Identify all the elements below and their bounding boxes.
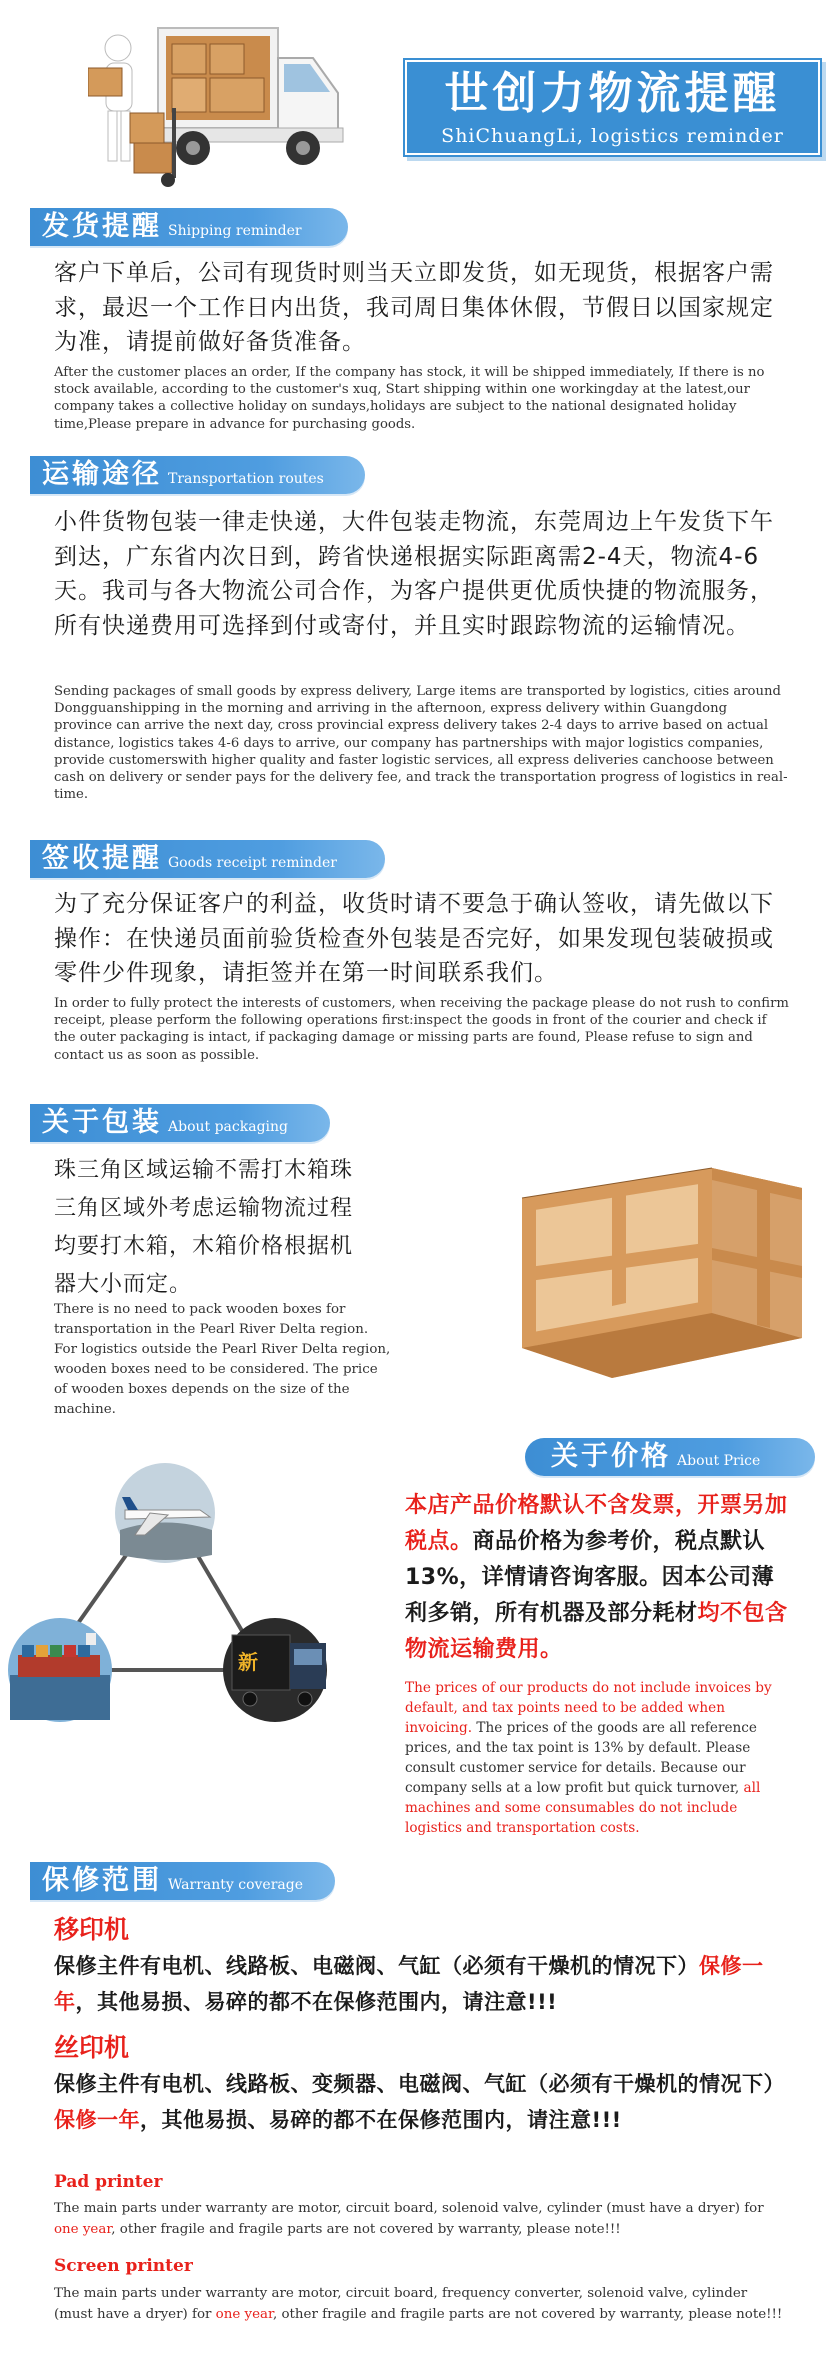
price-body-cn xyxy=(405,1488,790,1668)
pad-en-part-a: The main parts under warranty are motor, circuit board, solenoid valve, cylinder (must have a dryer) for xyxy=(54,2201,764,2216)
screen-cn-highlight: 保修一年 xyxy=(54,2108,140,2132)
receipt-body-en: In order to fully protect the interests of customers, when receiving the package please do not rush to confirm receipt, please perform the following operations first:inspect the goods in front of the courier and check if the outer packaging is intact, if packaging damage or missing parts are found, Please refuse to sign and contact us as soon as possible. xyxy=(54,996,789,1063)
section-title-cn: 签收提醒 xyxy=(42,843,162,874)
airplane-photo xyxy=(115,1463,215,1563)
price-en-red-1: The prices of our products do not include invoices by default, and tax points need to be added when invoicing. xyxy=(405,1680,772,1736)
price-en-red-2: all machines and some consumables do not include logistics and transportation costs. xyxy=(405,1780,761,1836)
packaging-body-cn: 珠三角区域运输不需打木箱珠三角区域外考虑运输物流过程均要打木箱，木箱价格根据机器大小而定。 xyxy=(54,1158,354,1297)
price-cn-black: 商品价格为参考价，税点默认13%，详情请咨询客服。因本公司薄利多销，所有机器及部分耗材 xyxy=(405,1529,775,1626)
hero-banner xyxy=(0,0,838,190)
section-title-cn: 保修范围 xyxy=(42,1865,162,1896)
screen-en-highlight: one year xyxy=(215,2307,273,2322)
screen-printer-title-cn: 丝印机 xyxy=(54,2033,130,2062)
pad-en-highlight: one year xyxy=(54,2222,112,2237)
truck-photo xyxy=(223,1618,327,1722)
wooden-crate-image xyxy=(512,1138,812,1388)
price-en-black: The prices of the goods are all reference prices, and the tax point is 13% by default. Please consult customer service for details. Because our company sells at a low profit but quick turnover, xyxy=(405,1720,757,1796)
receipt-body-cn: 为了充分保证客户的利益，收货时请不要急于确认签收，请先做以下操作：在快递员面前验货检查外包装是否完好，如果发现包装破损或零件少件现象，请拒签并在第一时间联系我们。 xyxy=(54,891,774,986)
hero-title-cn: 世创力物流提醒 xyxy=(444,68,781,119)
screen-cn-part-a: 保修主件有电机、线路板、变频器、电磁阀、气缸（必须有干燥机的情况下） xyxy=(54,2072,785,2096)
section-title-en: About Price xyxy=(677,1453,761,1469)
section-title-cn: 关于价格 xyxy=(551,1441,671,1472)
pad-printer-body-cn xyxy=(54,1948,790,2020)
screen-cn-part-b: ，其他易损、易碎的都不在保修范围内，请注意!!! xyxy=(140,2108,622,2132)
pad-cn-highlight: 保修一年 xyxy=(54,1954,764,2014)
section-header-routes xyxy=(30,456,365,494)
cargo-ship-photo xyxy=(8,1618,112,1722)
section-title-en: Shipping reminder xyxy=(168,223,302,239)
hero-title-box xyxy=(405,60,820,155)
pad-printer-body-en xyxy=(54,2198,789,2240)
pad-printer-title-en: Pad printer xyxy=(54,2172,163,2192)
shipping-body-en: After the customer places an order, If the company has stock, it will be shipped immediately, If there is no stock available, according to the customer's xuq, Start shipping within one workingday at the latest,our company takes a collective holiday on sundays,holidays are subject to the national designated holiday time,Please prepare in advance for purchasing goods. xyxy=(54,365,765,432)
hero-title-en: ShiChuangLi, logistics reminder xyxy=(441,125,784,147)
section-title-en: Goods receipt reminder xyxy=(168,855,337,871)
svg-text:新: 新 xyxy=(238,1650,258,1674)
section-title-en: Transportation routes xyxy=(168,471,324,487)
section-title-cn: 运输途径 xyxy=(42,459,162,490)
transport-modes-graphic xyxy=(0,1455,330,1745)
section-title-en: Warranty coverage xyxy=(168,1877,304,1893)
pad-cn-part-a: 保修主件有电机、线路板、电磁阀、气缸（必须有干燥机的情况下） xyxy=(54,1954,699,1978)
pad-en-part-b: , other fragile and fragile parts are not covered by warranty, please note!!! xyxy=(111,2222,621,2237)
packaging-body-en: There is no need to pack wooden boxes for transportation in the Pearl River Delta region. For logistics outside the Pearl River Delta region, wooden boxes need to be considered. The price of wooden boxes depends on the size of the machine. xyxy=(54,1302,391,1417)
section-header-receipt xyxy=(30,840,385,878)
routes-body-cn: 小件货物包装一律走快递，大件包装走物流，东莞周边上午发货下午到达，广东省内次日到，跨省快递根据实际距离需2-4天，物流4-6天。我司与各大物流公司合作，为客户提供更优质快捷的物流服务，所有快递费用可选择到付或寄付，并且实时跟踪物流的运输情况。 xyxy=(54,509,774,639)
price-body-en xyxy=(405,1678,790,1838)
section-title-cn: 发货提醒 xyxy=(42,211,162,242)
pad-cn-part-b: ，其他易损、易碎的都不在保修范围内，请注意!!! xyxy=(75,1990,558,2014)
routes-body-en: Sending packages of small goods by express delivery, Large items are transported by logistics, cities around Dongguanshipping in the morning and arriving in the afternoon, express delivery within Guangdong province can arrive the next day, cross provincial express delivery takes 2-4 days to arrive based on actual distance, logistics takes 4-6 days to arrive, our company has partnerships with major logistics companies, provide customerswith higher quality and faster logistic services, all express deliveries canchoose between cash on delivery or sender pays for the delivery fee, and track the transportation progress of logistics in real-time. xyxy=(54,684,788,803)
section-title-en: About packaging xyxy=(168,1119,288,1135)
section-header-shipping xyxy=(30,208,348,246)
shipping-body-cn: 客户下单后，公司有现货时则当天立即发货，如无现货，根据客户需求，最迟一个工作日内出货，我司周日集体休假，节假日以国家规定为准，请提前做好备货准备。 xyxy=(54,260,774,355)
price-cn-red-1: 本店产品价格默认不含发票，开票另加税点。 xyxy=(405,1493,788,1554)
delivery-truck-illustration xyxy=(88,8,348,190)
section-title-cn: 关于包装 xyxy=(42,1107,162,1138)
pad-printer-title-cn: 移印机 xyxy=(54,1915,130,1944)
section-header-warranty xyxy=(30,1862,335,1900)
screen-en-part-a: The main parts under warranty are motor, circuit board, frequency converter, solenoid valve, cylinder (must have a dryer) for xyxy=(54,2286,748,2322)
section-header-packaging xyxy=(30,1104,330,1142)
section-header-price xyxy=(525,1438,815,1476)
screen-en-part-b: , other fragile and fragile parts are not covered by warranty, please note!!! xyxy=(272,2307,783,2322)
screen-printer-title-en: Screen printer xyxy=(54,2256,193,2276)
price-cn-red-2: 均不包含物流运输费用。 xyxy=(405,1601,788,1662)
screen-printer-body-cn xyxy=(54,2066,790,2138)
screen-printer-body-en xyxy=(54,2283,789,2325)
